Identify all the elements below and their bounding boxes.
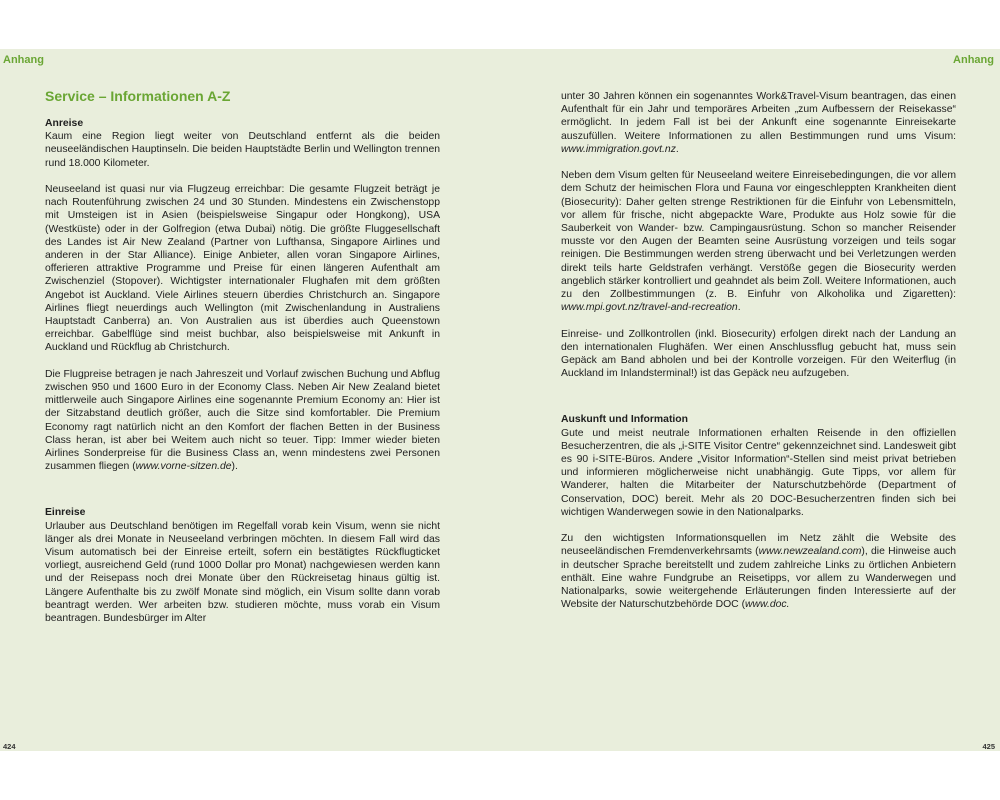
web-link[interactable]: www.vorne-sitzen.de bbox=[135, 461, 232, 473]
page-number-left: 424 bbox=[3, 742, 16, 751]
left-text-column bbox=[45, 87, 440, 625]
paragraph: Die Flugpreise betragen je nach Jahreszeit und Vorlauf zwischen Buchung und Abflug zwischen 950 und 1600 Euro in der Economy Class. Neben Air New Zealand bietet mittlerweile auch Singapore Airlines eine sogenannte Premium Economy an: Hier ist der Sitzabstand deutlich größer, auch die Sitze sind komfortabler. Die Premium Economy ragt natürlich nicht an den Komfort der flachen Betten in der Business Class heran, ist aber bei Weitem auch nicht so teuer. Tipp: Immer wieder bieten Airlines Sonderpreise für die Business Class an, wenn mindestens zwei Personen zusammen fliegen (www.vorne-sitzen.de). bbox=[45, 368, 440, 473]
page-title: Service – Informationen A-Z bbox=[45, 88, 231, 104]
page-number-right: 425 bbox=[982, 742, 995, 751]
paragraph: Gute und meist neutrale Informationen erhalten Reisende in den offiziellen Besucherzentren, die als „i-SITE Visitor Centre“ gekennzeichnet sind. Landesweit gibt es 90 i-SITE-Büros. Andere „Visitor Information“-Stellen sind meist privat betrieben und informieren möglicherweise nicht unabhängig. Gute Tipps, vor allem für Wanderer, halten die Mitarbeiter der Naturschutzbehörde (Department of Conservation, DOC) bereit. Mehr als 20 DOC-Besucherzentren finden sich bei wichtigen Wanderwegen sowie in den Nationalparks. bbox=[561, 427, 956, 518]
paragraph: Neuseeland ist quasi nur via Flugzeug erreichbar: Die gesamte Flugzeit beträgt je nach Routenführung zwischen 24 und 30 Stunden. Mindestens ein Zwischenstopp mit Umsteigen ist in Asien (beispielsweise Singapur oder Hongkong), USA (Westküste) oder in der Golfregion (etwa Dubai) nötig. Die größte Fluggesellschaft des Landes ist Air New Zealand (Partner von Lufthansa, Singapore Airlines und anderen in der Star Alliance). Einige Anbieter, allen voran Singapore Airlines, offerieren attraktive Programme und Preise für einen längeren Aufenthalt am Zwischenziel (Stopover). Wichtigster internationaler Flughafen mit dem größten Angebot ist Auckland. Viele Airlines steuern überdies Christchurch an. Singapore Airlines fliegt neuerdings auch Wellington (mit Zwischenlandung in Australiens Hauptstadt Canberra) an. Von Australien aus ist überdies auch Queenstown erreichbar. Gabelflüge sind meist buchbar, also beispielsweise mit Ankunft in Auckland und Rückflug ab Christchurch. bbox=[45, 184, 440, 354]
book-spread bbox=[0, 49, 1000, 751]
paragraph: Kaum eine Region liegt weiter von Deutschland entfernt als die beiden neuseeländischen Hauptinseln. Die beiden Hauptstädte Berlin und Wellington trennen rund 18.000 Kilometer. bbox=[45, 131, 440, 169]
paragraph: Urlauber aus Deutschland benötigen im Regelfall vorab kein Visum, wenn sie nicht länger als drei Monate in Neuseeland verbringen möchten. In diesem Fall wird das Visum automatisch bei der Einreise erteilt, sofern ein bestätigtes Rückflugticket vorliegt, ausreichend Geld (rund 1000 Dollar pro Monat) nachgewiesen werden kann und der Reisepass noch drei Monate über den Rückreisetag hinaus gültig ist. Längere Aufenthalte bis zu zwölf Monate sind möglich, ein Visum sollte dann vorab beantragt werden. Wer arbeiten bzw. studieren möchte, muss vorab ein Visum beantragen. Bundesbürger im Alter bbox=[45, 520, 440, 625]
left-page bbox=[0, 49, 500, 751]
web-link[interactable]: www.doc. bbox=[745, 599, 790, 611]
section-heading-einreise: Einreise bbox=[45, 507, 86, 519]
paragraph: Zu den wichtigsten Informationsquellen im Netz zählt die Website des neuseeländischen Fremdenverkehrsamts (www.newzealand.com), die Hinweise auch in deutscher Sprache bereitstellt und zudem zahlreiche Links zu örtlichen Anbietern enthält. Eine wahre Fundgrube an Reisetipps, vor allem zu Wanderwegen und Nationalparks, sowie weitergehende Erläuterungen finden Interessierte auf der Website der Naturschutzbehörde DOC (www.doc. bbox=[561, 533, 956, 611]
running-header-right: Anhang bbox=[953, 54, 994, 66]
running-header-left: Anhang bbox=[3, 54, 44, 66]
paragraph: Einreise- und Zollkontrollen (inkl. Biosecurity) erfolgen direkt nach der Landung an den internationalen Flughäfen. Wer einen Anschlussflug gebucht hat, muss sein Gepäck am Band abholen und bei der Kontrolle vorzeigen. Für den Weiterflug (in Auckland im Inlandsterminal!) ist das Gepäck neu aufzugeben. bbox=[561, 328, 956, 380]
section-heading-auskunft: Auskunft und Information bbox=[561, 414, 688, 426]
web-link[interactable]: www.mpi.govt.nz/travel-and-recreation bbox=[561, 302, 738, 314]
web-link[interactable]: www.newzealand.com bbox=[758, 546, 862, 558]
section-heading-anreise: Anreise bbox=[45, 118, 84, 129]
web-link[interactable]: www.immigration.govt.nz bbox=[561, 143, 676, 155]
right-page bbox=[500, 49, 1000, 751]
right-text-column bbox=[561, 90, 956, 611]
paragraph: unter 30 Jahren können ein sogenanntes Work&Travel-Visum beantragen, das einen Aufenthalt für ein Jahr und temporäres Arbeiten „zum Aufbessern der Reisekasse“ ermöglicht. In jedem Fall ist bei der Ankunft eine sogenannte Einreisekarte auszufüllen. Weitere Informationen zu allen Bestimmungen rund ums Visum: www.immigration.govt.nz. bbox=[561, 91, 956, 155]
paragraph: Neben dem Visum gelten für Neuseeland weitere Einreisebedingungen, die vor allem dem Schutz der heimischen Flora und Fauna vor eingeschleppten Krankheiten dient (Biosecurity): Daher gelten strenge Restriktionen für die Einfuhr von Lebensmitteln, vor allem für frische, nicht abgepackte Ware, Produkte aus Holz sowie für die Sauberkeit von Wander- bzw. Campingausrüstung. Schon so mancher Reisender musste vor den Augen der Beamten seine Ausrüstung vorzeigen und teils sogar reinigen. Die Bestimmungen werden streng überwacht und bei Verletzungen werden direkt teils harte Geldstrafen verhängt. Verstöße gegen die Biosecurity werden angeblich stärker kontrolliert und geahndet als beim Zoll. Weitere Informationen, auch zu den Zollbestimmungen (z. B. Einfuhr von Alkoholika und Zigaretten): www.mpi.govt.nz/travel-and-recreation. bbox=[561, 170, 956, 314]
